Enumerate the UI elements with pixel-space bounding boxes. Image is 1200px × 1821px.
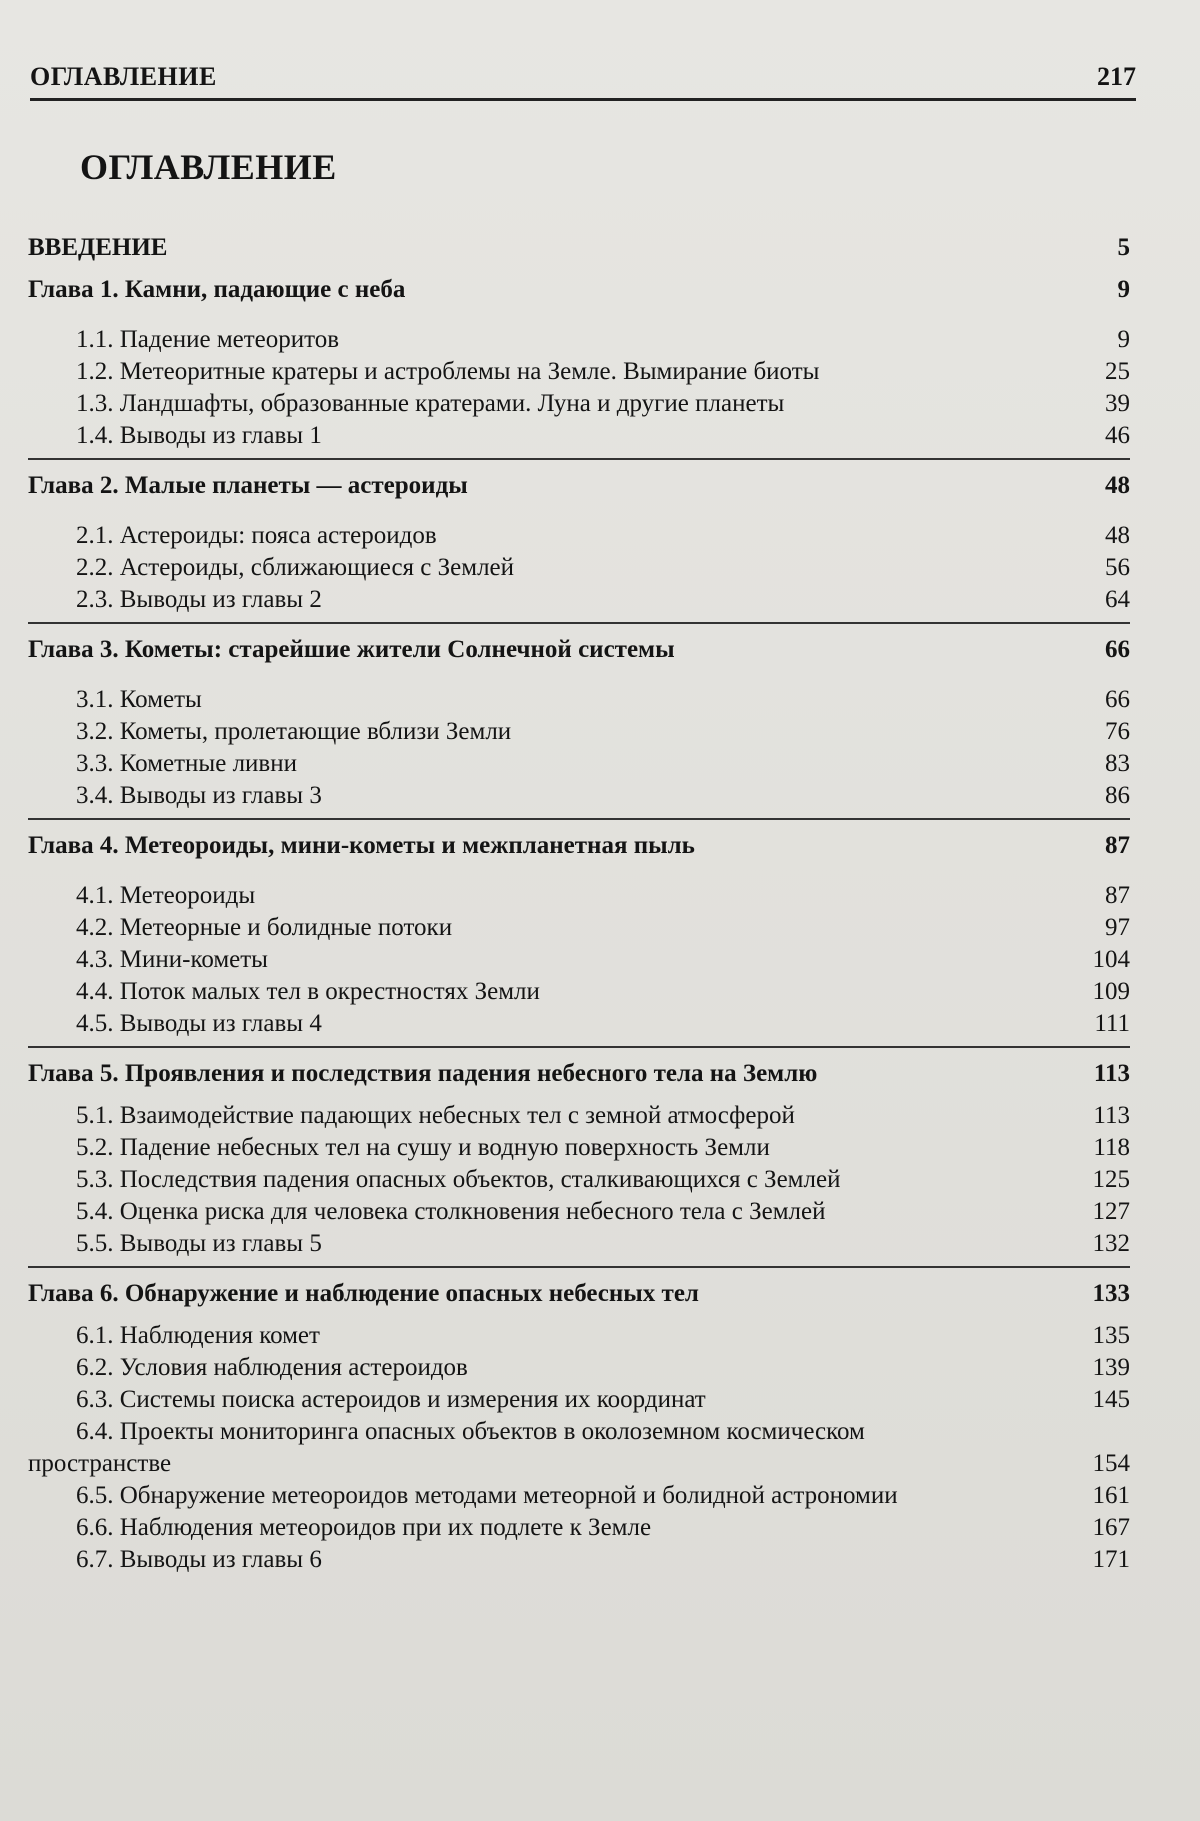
section-page: 167 (1092, 1514, 1130, 1541)
section-title: 6.3. Системы поиска астероидов и измерения их координат (76, 1386, 706, 1413)
section-page: 9 (1117, 326, 1130, 353)
page-title: ОГЛАВЛЕНИЕ (80, 147, 337, 187)
section-title: 5.1. Взаимодействие падающих небесных тел с земной атмосферой (76, 1102, 795, 1129)
toc-chapter-1 (28, 274, 1130, 306)
table-of-contents (28, 232, 1130, 1576)
toc-intro-page: 5 (1117, 234, 1130, 261)
section-page: 135 (1092, 1322, 1130, 1349)
chapter-divider (28, 1046, 1130, 1048)
section-title: 6.6. Наблюдения метеороидов при их подлете к Земле (76, 1514, 652, 1541)
section-title: 6.1. Наблюдения комет (76, 1322, 320, 1349)
chapter-page: 66 (1105, 636, 1130, 663)
section-page: 66 (1105, 686, 1130, 713)
chapter-title: Глава 6. Обнаружение и наблюдение опасных небесных тел (28, 1280, 699, 1307)
toc-section (28, 780, 1130, 812)
section-title: 3.1. Кометы (76, 686, 202, 713)
section-page: 83 (1105, 750, 1130, 777)
section-page: 56 (1105, 554, 1130, 581)
toc-section (28, 1480, 1130, 1512)
toc-section (28, 552, 1130, 584)
toc-chapter-3 (28, 634, 1130, 666)
toc-chapter-6 (28, 1278, 1130, 1310)
section-page: 127 (1092, 1198, 1130, 1225)
toc-section (28, 1352, 1130, 1384)
toc-section (28, 1544, 1130, 1576)
section-page: 64 (1105, 586, 1130, 613)
section-page: 109 (1092, 978, 1130, 1005)
section-title: 1.2. Метеоритные кратеры и астроблемы на Земле. Вымирание биоты (76, 358, 820, 385)
chapter-divider (28, 622, 1130, 624)
chapter-page: 48 (1105, 472, 1130, 499)
section-title: 5.2. Падение небесных тел на сушу и водную поверхность Земли (76, 1134, 770, 1161)
toc-section (28, 356, 1130, 388)
section-page: 76 (1105, 718, 1130, 745)
toc-chapter-5 (28, 1058, 1130, 1090)
toc-section (28, 1384, 1130, 1416)
section-page: 48 (1105, 522, 1130, 549)
section-title-line-1: 6.4. Проекты мониторинга опасных объектов в околоземном космическом (76, 1418, 865, 1445)
chapter-page: 9 (1117, 276, 1130, 303)
chapter-title: Глава 2. Малые планеты — астероиды (28, 472, 468, 499)
section-page: 132 (1092, 1230, 1130, 1257)
section-title: 5.3. Последствия падения опасных объектов, сталкивающихся с Землей (76, 1166, 841, 1193)
toc-section (28, 748, 1130, 780)
toc-chapter-2 (28, 470, 1130, 502)
running-head-title: ОГЛАВЛЕНИЕ (30, 62, 217, 91)
section-title: 3.3. Кометные ливни (76, 750, 297, 777)
chapter-title: Глава 3. Кометы: старейшие жители Солнечной системы (28, 636, 675, 663)
toc-section (28, 520, 1130, 552)
section-title: 3.2. Кометы, пролетающие вблизи Земли (76, 718, 512, 745)
section-title: 1.4. Выводы из главы 1 (76, 422, 322, 449)
section-page: 39 (1105, 390, 1130, 417)
toc-section (28, 976, 1130, 1008)
toc-chapter-4 (28, 830, 1130, 862)
chapter-title: Глава 1. Камни, падающие с неба (28, 276, 406, 303)
section-page: 145 (1092, 1386, 1130, 1413)
toc-section (28, 1100, 1130, 1132)
toc-section (28, 1164, 1130, 1196)
section-title: 4.5. Выводы из главы 4 (76, 1010, 322, 1037)
running-head-page-number: 217 (1097, 62, 1136, 91)
section-title: 4.1. Метеороиды (76, 882, 256, 909)
toc-intro-title: ВВЕДЕНИЕ (28, 234, 168, 261)
chapter-page: 113 (1093, 1060, 1130, 1087)
section-title: 4.2. Метеорные и болидные потоки (76, 914, 453, 941)
section-page: 161 (1092, 1482, 1130, 1509)
section-title: 4.3. Мини-кометы (76, 946, 268, 973)
section-page: 111 (1094, 1010, 1130, 1037)
running-head (30, 62, 1136, 101)
section-page: 25 (1105, 358, 1130, 385)
section-page: 86 (1105, 782, 1130, 809)
section-title: 2.3. Выводы из главы 2 (76, 586, 322, 613)
section-title: 2.1. Астероиды: пояса астероидов (76, 522, 437, 549)
section-page: 97 (1105, 914, 1130, 941)
toc-section (28, 684, 1130, 716)
section-title: 6.5. Обнаружение метеороидов методами метеорной и болидной астрономии (76, 1482, 898, 1509)
section-page: 125 (1092, 1166, 1130, 1193)
toc-section (28, 388, 1130, 420)
section-title-line-2: пространстве (28, 1450, 172, 1477)
section-page: 113 (1093, 1102, 1130, 1129)
chapter-title: Глава 4. Метеороиды, мини-кометы и межпланетная пыль (28, 832, 695, 859)
section-page: 118 (1093, 1134, 1130, 1161)
toc-section (28, 324, 1130, 356)
toc-section (28, 1196, 1130, 1228)
toc-section (28, 584, 1130, 616)
section-title: 4.4. Поток малых тел в окрестностях Земли (76, 978, 540, 1005)
section-title: 1.1. Падение метеоритов (76, 326, 340, 353)
toc-section (28, 1228, 1130, 1260)
section-page: 104 (1092, 946, 1130, 973)
section-title: 6.2. Условия наблюдения астероидов (76, 1354, 468, 1381)
chapter-page: 87 (1105, 832, 1130, 859)
toc-section (28, 420, 1130, 452)
toc-section-wrapped (28, 1416, 1130, 1480)
section-page: 154 (1092, 1450, 1130, 1477)
chapter-title: Глава 5. Проявления и последствия падения небесного тела на Землю (28, 1060, 818, 1087)
toc-section (28, 944, 1130, 976)
section-title: 2.2. Астероиды, сближающиеся с Землей (76, 554, 515, 581)
section-page: 171 (1092, 1546, 1130, 1573)
chapter-divider (28, 458, 1130, 460)
section-page: 139 (1092, 1354, 1130, 1381)
toc-section (28, 880, 1130, 912)
chapter-page: 133 (1092, 1280, 1130, 1307)
toc-section (28, 1320, 1130, 1352)
toc-section (28, 1132, 1130, 1164)
toc-intro (28, 232, 1130, 264)
toc-section (28, 1512, 1130, 1544)
section-title: 6.7. Выводы из главы 6 (76, 1546, 322, 1573)
chapter-divider (28, 1266, 1130, 1268)
section-title: 5.4. Оценка риска для человека столкновения небесного тела с Землей (76, 1198, 826, 1225)
section-page: 46 (1105, 422, 1130, 449)
toc-section (28, 716, 1130, 748)
toc-section (28, 1008, 1130, 1040)
section-title: 1.3. Ландшафты, образованные кратерами. Луна и другие планеты (76, 390, 785, 417)
section-title: 3.4. Выводы из главы 3 (76, 782, 322, 809)
section-title: 5.5. Выводы из главы 5 (76, 1230, 322, 1257)
chapter-divider (28, 818, 1130, 820)
section-page: 87 (1105, 882, 1130, 909)
toc-section (28, 912, 1130, 944)
